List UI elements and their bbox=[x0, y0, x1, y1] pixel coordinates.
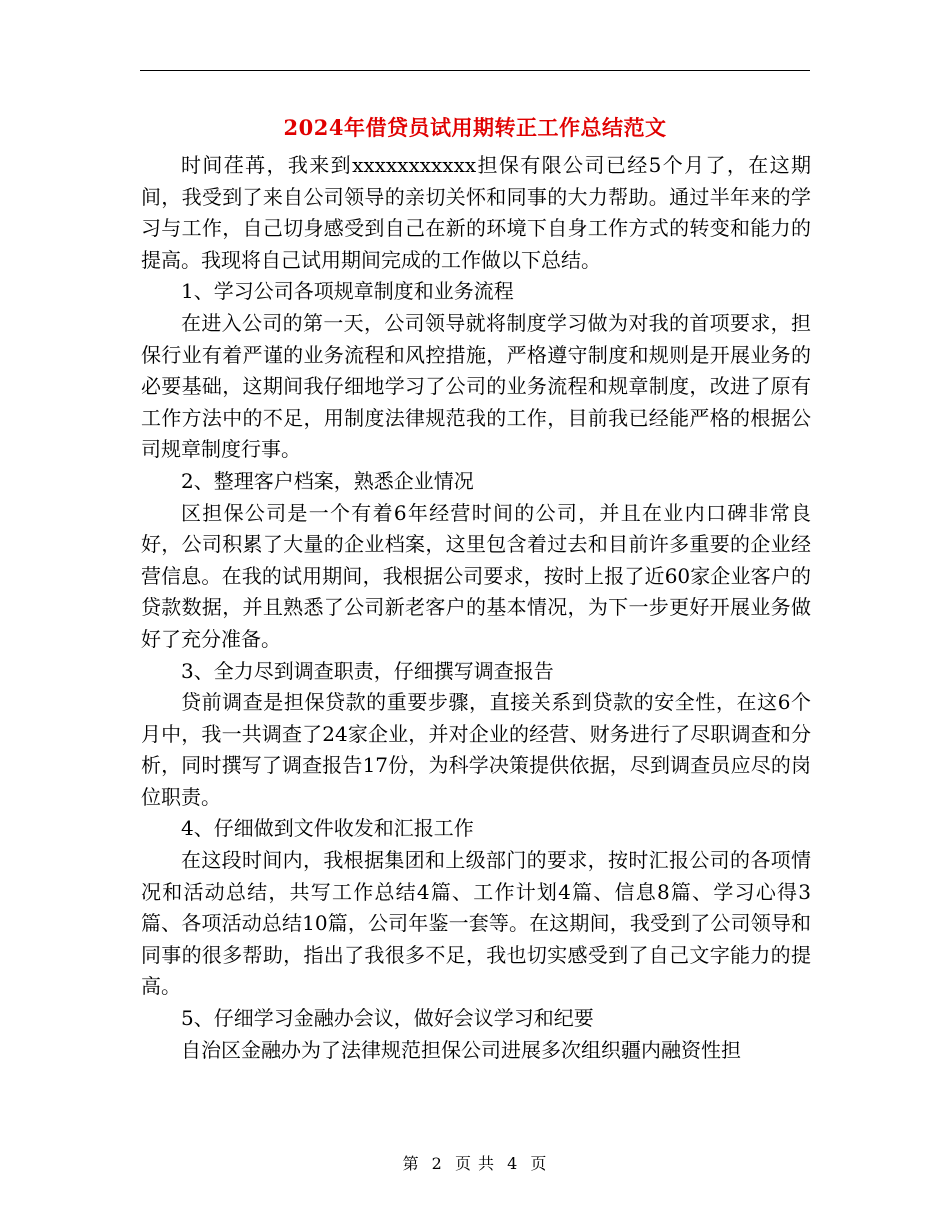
section-heading-4: 4、仔细做到文件收发和汇报工作 bbox=[181, 816, 474, 841]
document-title: 2024年借贷员试用期转正工作总结范文 bbox=[283, 115, 667, 140]
section-heading-2: 2、整理客户档案，熟悉企业情况 bbox=[181, 468, 474, 493]
section-paragraph-4: 在这段时间内，我根据集团和上级部门的要求，按时汇报公司的各项情况和活动总结，共写工作总结4篇、工作计划4篇、信息8篇、学习心得3篇、各项活动总结10篇，公司年鉴一套等。在这期间，我受到了公司领导和同事的很多帮助，指出了我很多不足，我也切实感受到了自己文字能力的提高。 bbox=[141, 848, 811, 999]
section-paragraph-3: 贷前调查是担保贷款的重要步骤，直接关系到贷款的安全性，在这6个月中，我一共调查了24家企业，并对企业的经营、财务进行了尽职调查和分析，同时撰写了调查报告17份，为科学决策提供依据，尽到调查员应尽的岗位职责。 bbox=[141, 690, 811, 809]
section-heading-3: 3、全力尽到调查职责，仔细撰写调查报告 bbox=[181, 658, 554, 683]
header-rule bbox=[140, 70, 810, 71]
section-paragraph-1: 在进入公司的第一天，公司领导就将制度学习做为对我的首项要求，担保行业有着严谨的业务流程和风控措施，严格遵守制度和规则是开展业务的必要基础，这期间我仔细地学习了公司的业务流程和规章制度，改进了原有工作方法中的不足，用制度法律规范我的工作，目前我已经能严格的根据公司规章制度行事。 bbox=[141, 310, 811, 462]
section-heading-1: 1、学习公司各项规章制度和业务流程 bbox=[181, 279, 514, 304]
footer-suffix: 页 bbox=[530, 1154, 548, 1173]
footer-current-page: 2 bbox=[431, 1154, 443, 1173]
footer-prefix: 第 bbox=[402, 1154, 420, 1173]
intro-paragraph: 时间荏苒，我来到xxxxxxxxxxx担保有限公司已经5个月了，在这期间，我受到了来自公司领导的亲切关怀和同事的大力帮助。通过半年来的学习与工作，自己切身感受到自己在新的环境下自身工作方式的转变和能力的提高。我现将自己试用期间完成的工作做以下总结。 bbox=[141, 153, 811, 272]
section-paragraph-5: 自治区金融办为了法律规范担保公司进展多次组织疆内融资性担 bbox=[181, 1037, 741, 1062]
page-footer bbox=[0, 1152, 950, 1176]
footer-total-pages: 4 bbox=[507, 1154, 519, 1173]
footer-middle: 页 共 bbox=[454, 1154, 496, 1173]
section-heading-5: 5、仔细学习金融办会议，做好会议学习和纪要 bbox=[181, 1006, 594, 1031]
section-paragraph-2: 区担保公司是一个有着6年经营时间的公司，并且在业内口碑非常良好，公司积累了大量的企业档案，这里包含着过去和目前许多重要的企业经营信息。在我的试用期间，我根据公司要求，按时上报了近60家企业客户的贷款数据，并且熟悉了公司新老客户的基本情况，为下一步更好开展业务做好了充分准备。 bbox=[141, 500, 811, 651]
document-body bbox=[141, 150, 811, 1066]
